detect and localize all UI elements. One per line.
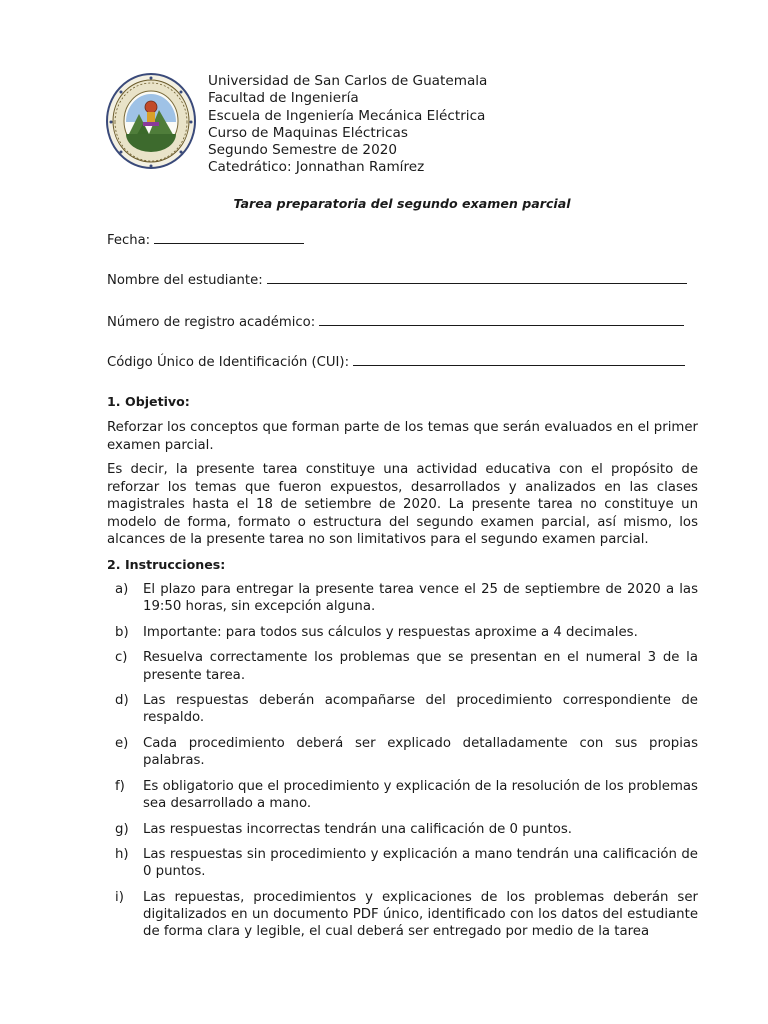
list-item (107, 821, 698, 838)
list-item-letter: e) (115, 735, 129, 751)
cui-label: Código Único de Identificación (CUI): (107, 355, 350, 370)
document-title: Tarea preparatoria del segundo examen parcial (233, 196, 571, 211)
list-item-text: Las respuestas incorrectas tendrán una calificación de 0 puntos. (143, 821, 573, 837)
list-item-letter: a) (115, 582, 129, 597)
list-item (107, 649, 698, 683)
section-objective-title: Objetivo: (125, 394, 190, 409)
list-item-letter: f) (115, 778, 125, 794)
list-item (107, 581, 698, 615)
section-instructions-number: 2. (107, 557, 121, 572)
section-instructions-title: Instrucciones: (125, 557, 226, 572)
date-field[interactable] (107, 231, 304, 248)
university-seal-icon (105, 72, 197, 170)
registration-number-label: Número de registro académico: (107, 315, 316, 330)
objective-paragraph-1: Reforzar los conceptos que forman parte de los temas que serán evaluados en el primer examen parcial. (107, 420, 698, 453)
list-item-letter: g) (115, 821, 129, 837)
list-item-text: Es obligatorio que el procedimiento y explicación de la resolución de los problemas sea desarrollado a mano. (143, 778, 698, 811)
list-item-text: Cada procedimiento deberá ser explicado detalladamente con sus propias palabras. (143, 735, 698, 769)
date-blank-line[interactable] (154, 231, 304, 244)
section-instructions-heading (107, 557, 225, 572)
list-item-letter: i) (115, 889, 124, 905)
instructions-list (107, 581, 698, 949)
list-item-letter: h) (115, 847, 129, 863)
list-item (107, 846, 698, 880)
header-line-course: Curso de Maquinas Eléctricas (208, 124, 408, 141)
section-objective-number: 1. (107, 394, 121, 409)
list-item-letter: c) (115, 650, 128, 666)
student-name-label: Nombre del estudiante: (107, 273, 263, 288)
student-name-blank-line[interactable] (267, 271, 687, 284)
cui-blank-line[interactable] (353, 353, 685, 366)
student-name-field[interactable] (107, 271, 687, 288)
list-item-letter: d) (115, 693, 129, 709)
list-item-text: El plazo para entregar la presente tarea vence el 25 de septiembre de 2020 a las 19:50 horas, sin excepción alguna. (143, 582, 698, 615)
header-line-faculty: Facultad de Ingeniería (208, 90, 359, 107)
list-item (107, 778, 698, 812)
list-item (107, 692, 698, 726)
list-item-text: Las repuestas, procedimientos y explicaciones de los problemas deberán ser digitalizados en un documento PDF único, identificado con los datos del estudiante de forma clara y legible, el cual deberá ser entregado por medio de la tarea (143, 889, 698, 940)
date-label: Fecha: (107, 233, 151, 248)
section-objective-heading (107, 394, 190, 409)
header-line-school: Escuela de Ingeniería Mecánica Eléctrica (208, 107, 486, 124)
list-item-text: Las respuestas sin procedimiento y explicación a mano tendrán una calificación de 0 puntos. (143, 847, 698, 880)
header-line-semester: Segundo Semestre de 2020 (208, 142, 398, 159)
list-item (107, 889, 698, 941)
list-item-letter: b) (115, 624, 129, 640)
objective-paragraph-2: Es decir, la presente tarea constituye una actividad educativa con el propósito de reforzar los temas que fueron expuestos, desarrollados y analizados en las clases magistrales hasta el 18 de setiembre de 2020. La presente tarea no constituye un modelo de forma, formato o estructura del segundo examen parcial, así mismo, los alcances de la presente tarea no son limitativos para el segundo examen parcial. (107, 462, 698, 548)
registration-number-blank-line[interactable] (319, 313, 684, 326)
registration-number-field[interactable] (107, 313, 684, 330)
header-line-professor: Catedrático: Jonnathan Ramírez (208, 159, 425, 176)
list-item-text: Importante: para todos sus cálculos y respuestas aproxime a 4 decimales. (143, 624, 638, 640)
header-line-university: Universidad de San Carlos de Guatemala (208, 73, 488, 89)
cui-field[interactable] (107, 353, 685, 370)
list-item-text: Las respuestas deberán acompañarse del procedimiento correspondiente de respaldo. (143, 693, 698, 726)
list-item (107, 735, 698, 769)
list-item-text: Resuelva correctamente los problemas que se presentan en el numeral 3 de la presente tarea. (143, 650, 698, 683)
list-item (107, 624, 698, 641)
institution-header (208, 73, 487, 177)
